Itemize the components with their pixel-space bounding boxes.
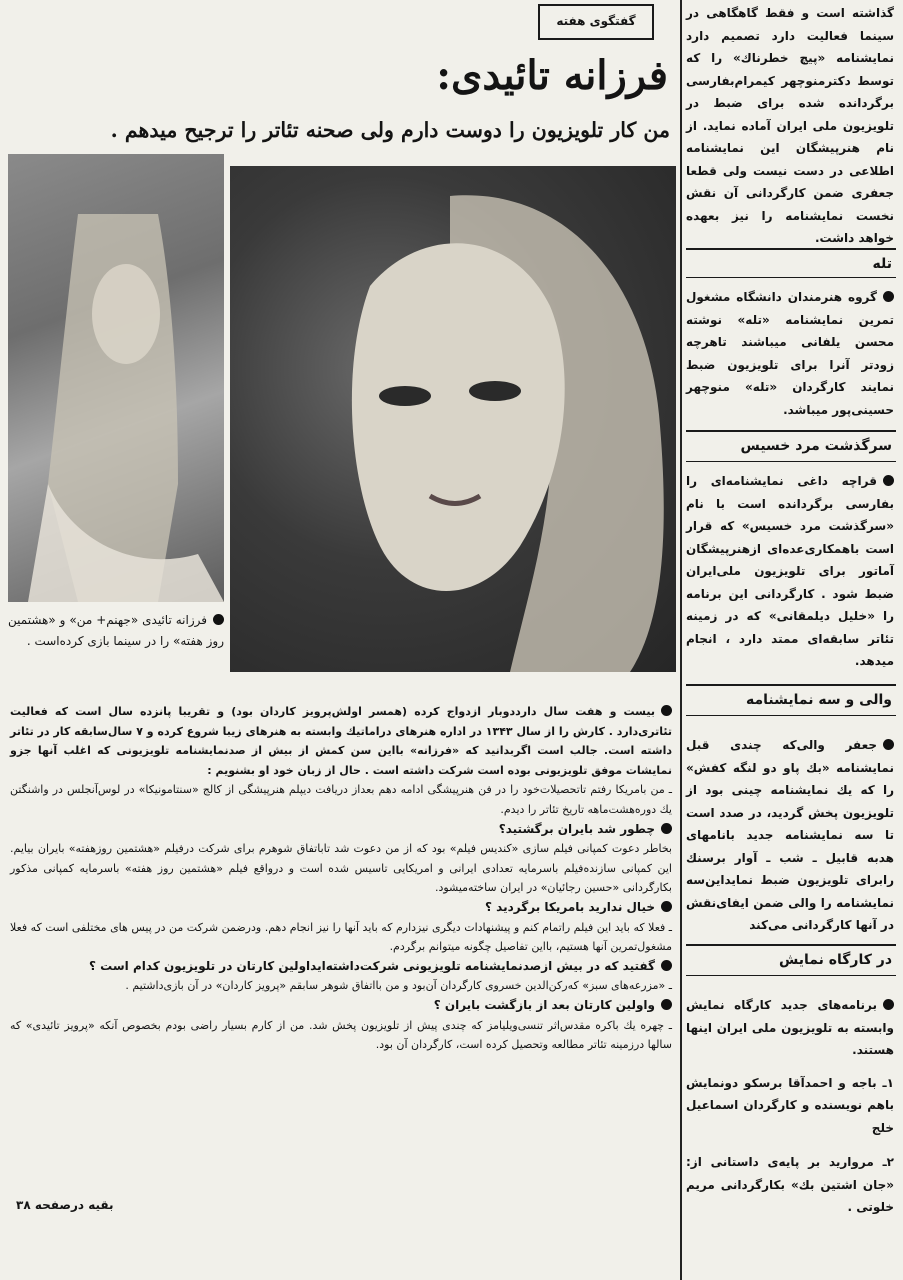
sidebar-section-miser [686, 470, 894, 673]
bullet-icon [661, 901, 672, 912]
sidebar-section-tele [686, 286, 894, 421]
bullet-icon [661, 705, 672, 716]
article-question: چطور شد بایران برگشتید؟ [10, 820, 672, 840]
article-answer: ـ چهره یك باكره مقدس‌اثر تنسی‌ویلیامز كه چندی پیش از تلویزیون پخش شد. من از كارم بسیار راضی بودم بخصوص آنكه «پرویز تائیدی» كه سالها درزمینه تئاتر مطالعه وتحصیل كرده است، كارگردان آن بود. [10, 1018, 672, 1052]
bullet-icon [883, 999, 894, 1010]
workshop-item: ۲ـ مروارید بر پایه‌ی داستانی از: «جان اشتین بك» بكارگردانی مریم خلوتی . [686, 1155, 894, 1214]
sidebar-intro: گذاشته است و فقط گاهگاهی در سینما فعالیت دارد تصمیم دارد نمایشنامه «پیچ خطرناك» را كه توسط دكترمنوچهر كیمرام‌بفارسی برگردانده شده برای ضبط در تلویزیون ملی ایران آماده نماید. از نام هنرپیشگان این نمایشنامه اطلاعی در دست نیست ولی قطعا جعفری ضمن كارگردانی آن نقش نخست نمایشنامه را نیز بعهده خواهد داشت. [686, 6, 894, 245]
sidebar-heading-miser: سرگذشت مرد خسیس [686, 430, 896, 462]
bullet-icon [661, 960, 672, 971]
continuation-note: بقیه درصفحه ۳۸ [16, 1198, 114, 1212]
bullet-icon [883, 291, 894, 302]
photo-caption [8, 610, 224, 652]
sidebar-section-text: گروه هنرمندان دانشگاه مشغول تمرین نمایشنامه «تله» نوشته محسن یلفانی میباشند تاهرچه زودتر آنرا برای تلویزیون ضبط نمایند كارگردان «تله» منوچهر حسینی‌پور میباشد. [686, 290, 894, 417]
article-answer: ـ فعلا كه باید این فیلم راتمام كنم و پیشنهادات دیگری نیزدارم كه باید آنها را نیز انجام دهم. ودرضمن شركت من در پیس های مختلفی است كه فعلا مشغول‌تمرین آنها هستیم، بااین تفاصیل چگونه میتوانم برگردم. [10, 920, 672, 954]
column-divider [680, 0, 682, 1280]
page-subtitle: من کار تلویزیون را دوست دارم ولی صحنه تئاتر را ترجیح میدهم . [110, 118, 670, 142]
article-question: خیال ندارید بامریكا برگردید ؟ [10, 898, 672, 918]
article-body [10, 702, 672, 1055]
article-question: گفتید كه در بیش ازصدنمایشنامه تلویزیونی شركت‌داشته‌ایداولین كارتان در تلویزیون كدام است ؟ [10, 957, 672, 977]
sidebar-heading-workshop: در كارگاه نمایش [686, 944, 896, 976]
sidebar-heading-tele: تله [686, 248, 896, 278]
bullet-icon [661, 823, 672, 834]
article-answer: ـ من بامریكا رفتم تاتحصیلات‌خود را در فن هنرپیشگی ادامه دهم بعداز دریافت دیپلم هنرپیشگی از كالج «سنتامونیكا» در لوس‌آنجلس در واشنگتن یك دوره‌هشت‌ماهه تاریخ تئاتر را دیدم. [10, 783, 672, 816]
woman-portrait-icon [8, 154, 224, 602]
portrait-photo-left [8, 154, 224, 602]
bullet-icon [883, 739, 894, 750]
sidebar-section-vali [686, 734, 894, 937]
article-question: واولین كارتان بعد از بازگشت بایران ؟ [10, 996, 672, 1016]
portrait-photo-main [230, 166, 676, 672]
page-title: فرزانه تائیدی: [436, 52, 668, 99]
article-answer: ـ «مزرعه‌های سبز» كه‌ركن‌الدین خسروی كارگردان آن‌بود و من بااتفاق شوهر سابقم «پرویز كاردان» در آن بازی‌داشتیم . [125, 979, 672, 993]
bullet-icon [883, 475, 894, 486]
sidebar-section-text: برنامه‌های جدید كارگاه نمایش وابسته به تلویزیون ملی ایران اینها هستند. [686, 998, 894, 1057]
sidebar-section-text: قراچه داغی نمایشنامه‌ای را بفارسی برگردانده است با نام «سرگذشت مرد خسیس» كه قرار است باهمكاری‌عده‌ای ازهنرپیشگان آماتور برای تلویزیون ملی‌ایران ضبط شود . كارگردانی این برنامه را «خلیل دیلمقانی» كه در زمینه تئاتر سابقه‌ای ممتد دارد ، انجام میدهد. [686, 474, 894, 668]
woman-close-up-icon [230, 166, 676, 672]
article-intro [10, 702, 672, 780]
article-answer: بخاطر دعوت كمپانی فیلم سازی «كندیس فیلم» بود كه از من دعوت شد تاباتفاق شوهرم برای شركت درفیلم «هشتمین روزهفته» بایران بیایم. این كمپانی سازنده‌فیلم باسرمایه تعدادی ایرانی و امریكایی تاسیس شده است و درواقع فیلم «هشتمین روز هفته» باسرمایه كمپانی مذكور بكارگردانی «حسین رجائیان» در ایران ساخته‌میشود. [10, 842, 672, 895]
section-label: گفتگوی هفته [556, 14, 636, 28]
sidebar-section-workshop [686, 994, 894, 1219]
bullet-icon [661, 999, 672, 1010]
photo-caption-text: فرزانه تائیدی «جهنم+ من» و «هشتمین روز هفته» را در سینما بازی کرده‌است . [8, 613, 224, 648]
sidebar-section-text: جعفر والی‌كه چندی قبل نمایشنامه «بك پاو دو لنگه كفش» را كه یك نمایشنامه چینی بود از تلویزیون پخش گردید، در صدد است تا سه نمایشنامه جدید بانامهای هدبه قابیل ـ شب ـ آوار برسنك رابرای تلویزیون ضبط نمایداین‌سه نمایشنامه را والی ضمن ایفای‌نقش در آنها كارگردانی می‌كند [686, 738, 894, 932]
section-label-box [538, 4, 654, 40]
sidebar-heading-vali: والی و سه نمایشنامه [686, 684, 896, 716]
bullet-icon [213, 614, 224, 625]
article-intro-text: بیست و هفت سال دارددوبار ازدواج كرده (همسر اولش‌پرویز كاردان بود) و تقریبا پانزده سال است كه فعالیت تئاتری‌دارد . كارش را از سال ۱۳۴۳ در اداره هنرهای دراماتیك وابسته به هنرهای زیبا شروع كرده و ۷ سال‌سابقه كار در تئاتر داشته است. جالب است اگربدانید كه «فرزانه» بااین سن كمش از بیش از صدنمایشنامه تلویزیونی كه اغلب آنها جزو نمایشات موفق تلویزیونی بوده است شركت داشته است . حال از زبان خود او بشنویم : [10, 705, 672, 777]
workshop-item: ۱ـ باجه و احمدآقا برسكو دونمایش باهم نویسنده و كارگردان اسماعیل خلج [686, 1075, 894, 1135]
